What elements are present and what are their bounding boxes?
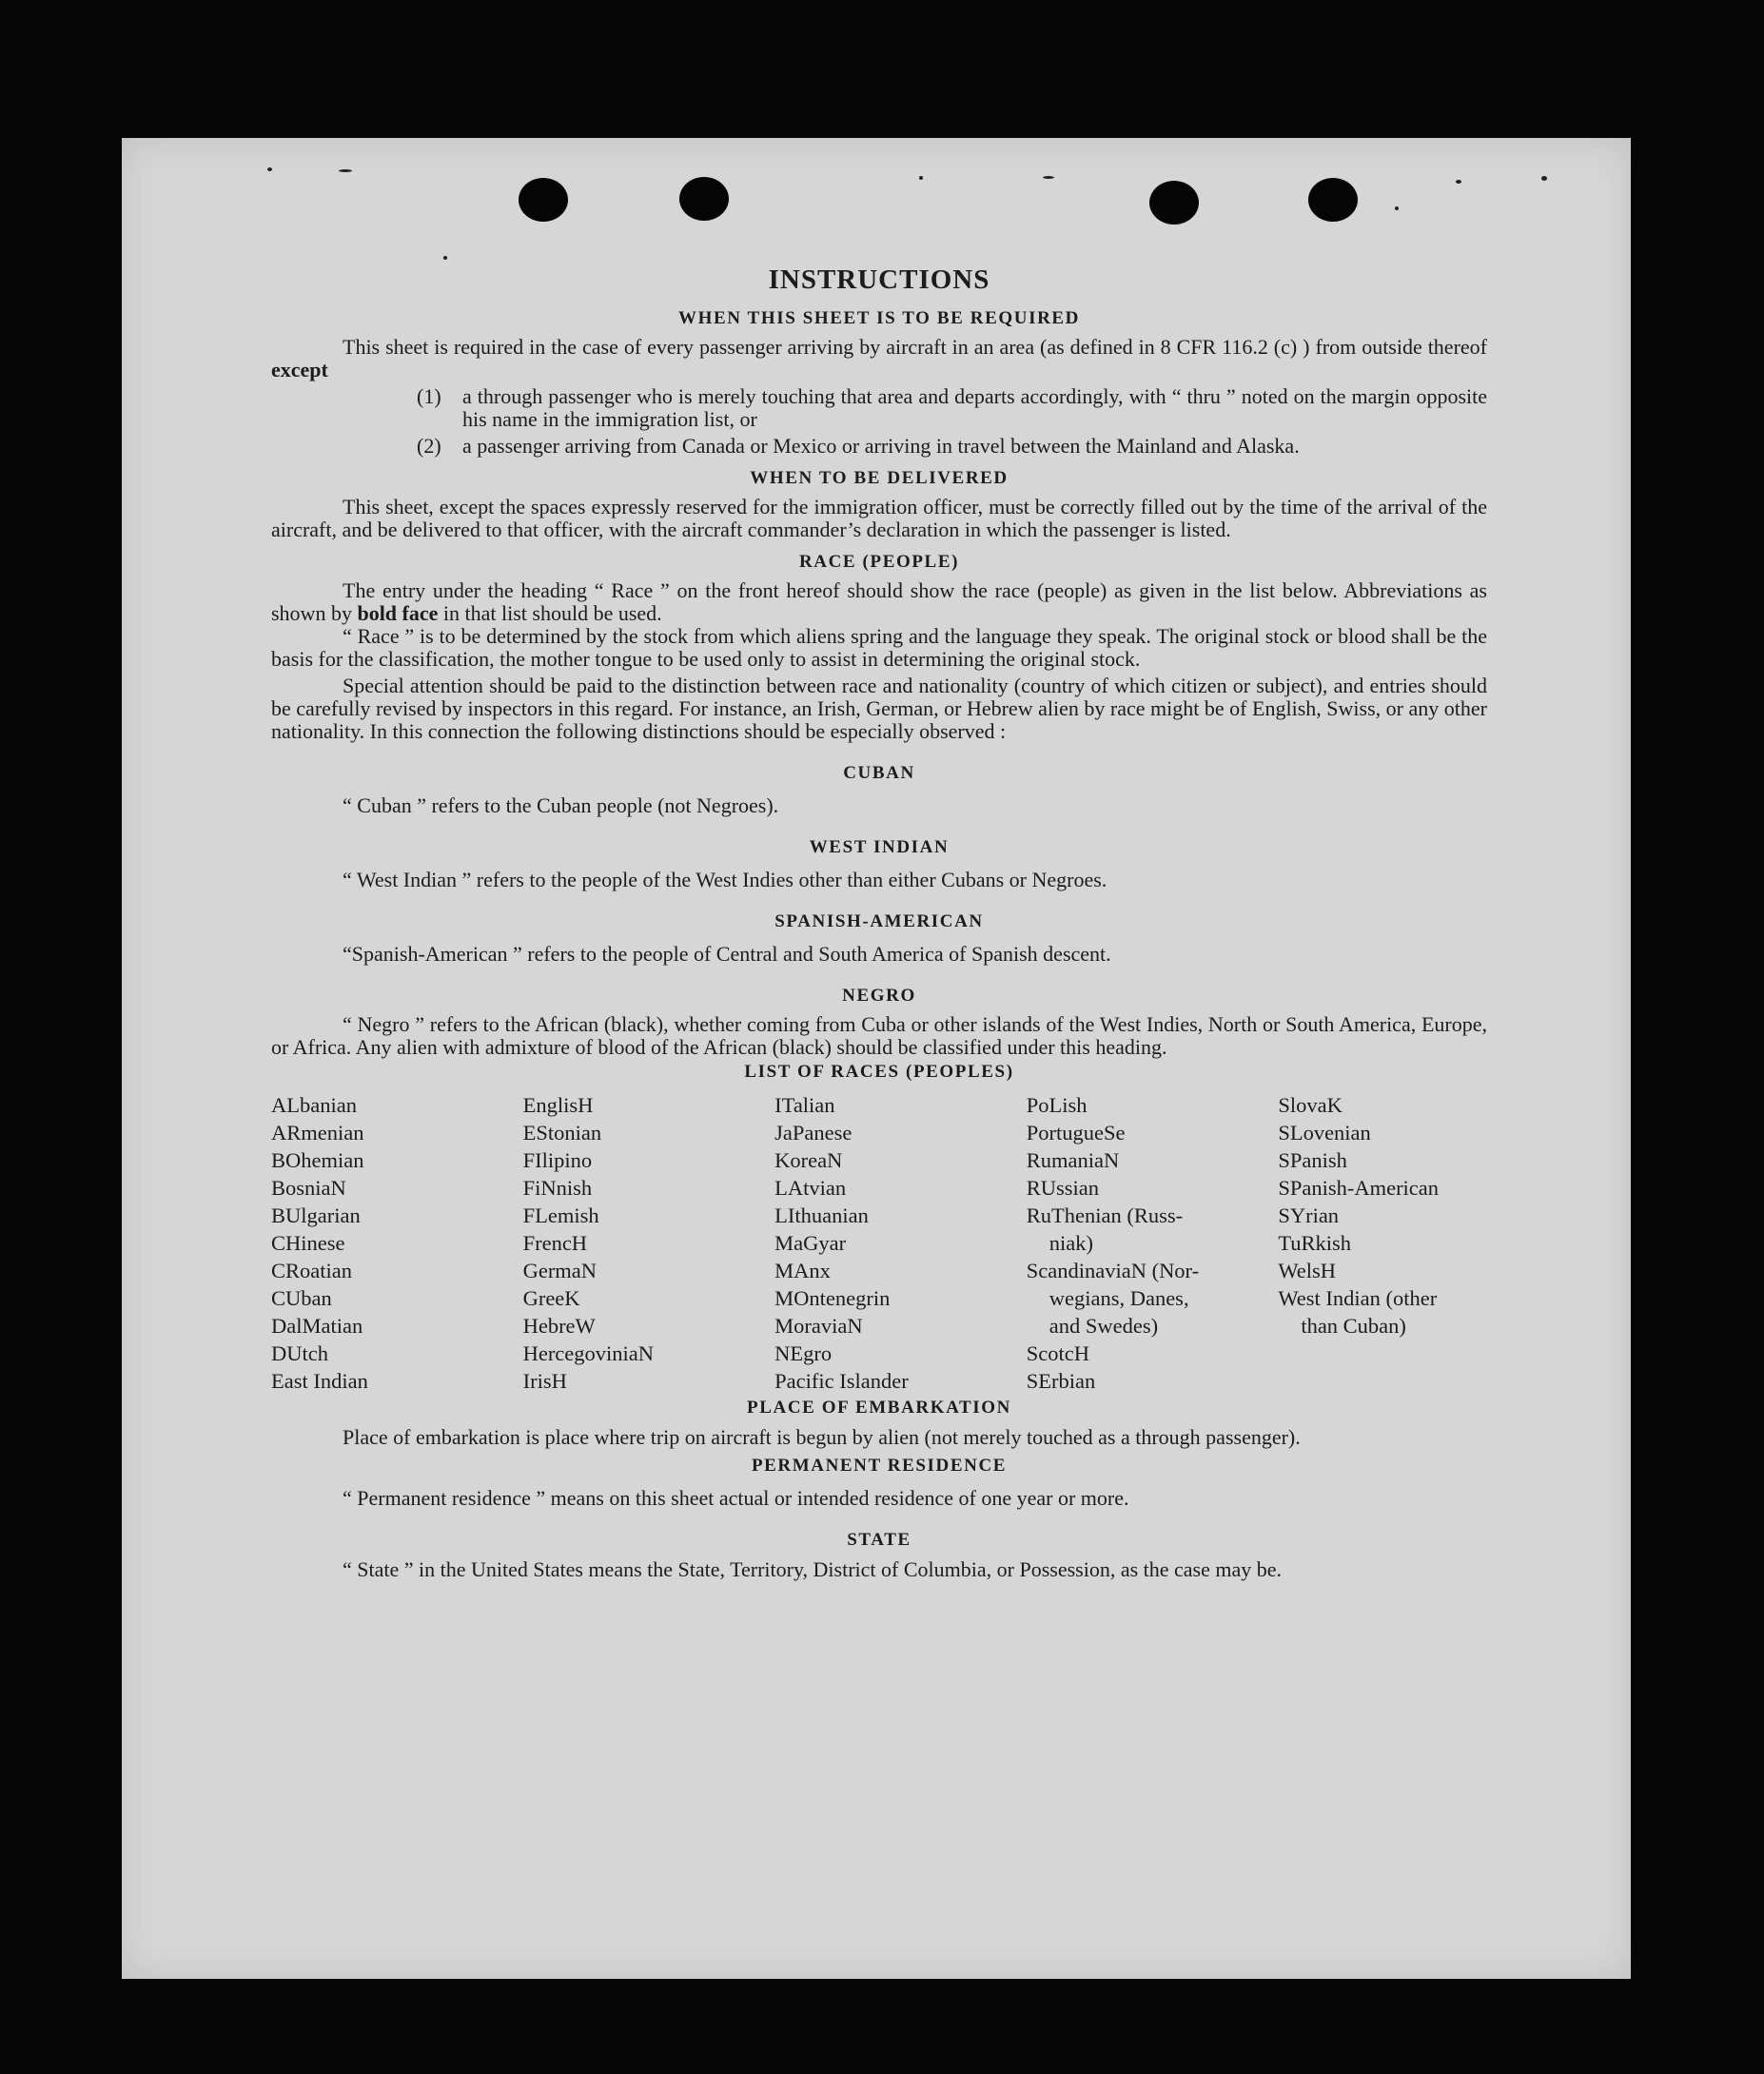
race-paragraph-3: Special attention should be paid to the distinction between race and nationality (country of which citizen or subject), and entries should be carefully revised by inspectors in this regard. For instance, an Irish, German, or Hebrew alien by race might be of English, Swiss, or any other nationality. In this connection the following distinctions should be especially observed :: [271, 674, 1487, 743]
race-paragraph-1: [271, 579, 1487, 625]
race-entry: KoreaN: [774, 1148, 843, 1172]
required-intro-text: This sheet is required in the case of every passenger arriving by aircraft in an area (as defined in 8 CFR 116.2 (c) ) from outside thereof: [343, 335, 1487, 359]
exception-item: [417, 435, 1487, 458]
heading-list-of-races: LIST OF RACES (PEOPLES): [744, 1062, 1014, 1082]
required-intro-except: except: [271, 358, 328, 382]
negro-text: “ Negro ” refers to the African (black), whether coming from Cuba or other islands of the West Indies, North or South America, Europe, or Africa. Any alien with admixture of blood of the African (black) should be classified under this heading.: [271, 1012, 1487, 1059]
race-entry: RuThenian (Russ-: [1026, 1203, 1184, 1227]
page-title: INSTRUCTIONS: [768, 264, 990, 295]
race-entry: SYrian: [1278, 1203, 1340, 1227]
heading-embarkation: PLACE OF EMBARKATION: [747, 1398, 1011, 1418]
race-entry: SPanish-American: [1278, 1176, 1440, 1200]
race-entry: MOntenegrin: [774, 1286, 891, 1310]
race-entry: PortugueSe: [1026, 1121, 1126, 1145]
race-entry: SPanish: [1278, 1148, 1347, 1172]
heading-when-delivered: WHEN TO BE DELIVERED: [750, 468, 1009, 488]
heading-state: STATE: [847, 1530, 911, 1550]
race-entry: TuRkish: [1278, 1231, 1352, 1255]
race-entry: PoLish: [1026, 1093, 1088, 1117]
race-entry: CHinese: [271, 1231, 345, 1255]
race-entry: FiNnish: [522, 1176, 593, 1200]
cuban-text: “ Cuban ” refers to the Cuban people (not Negroes).: [343, 793, 779, 817]
delivered-text: This sheet, except the spaces expressly reserved for the immigration officer, must be correctly filled out by the time of the arrival of the aircraft, and be delivered to that officer, with the aircraft commander’s declaration in which the passenger is listed.: [271, 495, 1487, 541]
race-paragraph-2: “ Race ” is to be determined by the stock from which aliens spring and the language they speak. The original stock or blood shall be the basis for the classification, the mother tongue to be used only to assist in determining the original stock.: [271, 624, 1487, 671]
punch-hole: [679, 177, 729, 221]
embarkation-text: Place of embarkation is place where trip on aircraft is begun by alien (not merely touched as a through passenger).: [343, 1425, 1301, 1449]
race-entry: FIlipino: [522, 1148, 593, 1172]
race-entry: West Indian (other: [1278, 1286, 1438, 1310]
heading-permanent-residence: PERMANENT RESIDENCE: [751, 1456, 1008, 1476]
dust-speck: [267, 167, 272, 171]
race-entry-continuation: than Cuban): [1301, 1314, 1406, 1338]
race-entry: FLemish: [522, 1203, 599, 1227]
item-number: (2): [417, 434, 441, 458]
race-entry: BUlgarian: [271, 1203, 361, 1227]
item-text: a through passenger who is merely touching that area and departs accordingly, with “ thru ” noted on the margin opposite his name in the immigration list, or: [462, 384, 1487, 431]
dust-speck: [1541, 176, 1547, 181]
races-list: [271, 1091, 1487, 1395]
race-entry-continuation: niak): [1049, 1231, 1093, 1255]
race-entry: FrencH: [522, 1231, 588, 1255]
heading-west-indian: WEST INDIAN: [809, 837, 950, 857]
race-entry: SlovaK: [1278, 1093, 1343, 1117]
races-column: [1278, 1091, 1487, 1395]
required-intro: [271, 336, 1487, 382]
item-number: (1): [417, 384, 441, 408]
heading-race: RACE (PEOPLE): [798, 552, 960, 572]
race-entry: EnglisH: [522, 1093, 594, 1117]
race-entry: JaPanese: [774, 1121, 853, 1145]
race-entry: GermaN: [522, 1259, 598, 1282]
race-entry: IrisH: [522, 1369, 567, 1393]
race-entry: SLovenian: [1278, 1121, 1371, 1145]
race-entry: SErbian: [1026, 1369, 1096, 1393]
race-entry: ALbanian: [271, 1093, 357, 1117]
instructions-content: [271, 264, 1487, 1585]
race-entry: EStonian: [522, 1121, 602, 1145]
race-entry: HercegoviniaN: [522, 1341, 655, 1365]
race-p1-end: in that list should be used.: [442, 601, 662, 625]
dust-speck: [1456, 180, 1461, 184]
dust-speck: [1043, 176, 1054, 179]
residence-text: “ Permanent residence ” means on this sheet actual or intended residence of one year or more.: [343, 1486, 1129, 1510]
race-entry: LAtvian: [774, 1176, 847, 1200]
instruction-sheet: [122, 138, 1631, 1979]
item-text: a passenger arriving from Canada or Mexico or arriving in travel between the Mainland and Alaska.: [462, 434, 1300, 458]
spanish-american-text: “Spanish-American ” refers to the people of Central and South America of Spanish descent.: [343, 942, 1111, 966]
race-entry: ARmenian: [271, 1121, 364, 1145]
race-entry: BOhemian: [271, 1148, 364, 1172]
race-entry-continuation: wegians, Danes,: [1049, 1286, 1189, 1310]
races-column: [774, 1091, 1027, 1395]
race-entry: ScotcH: [1026, 1341, 1089, 1365]
race-entry: DUtch: [271, 1341, 328, 1365]
dust-speck: [339, 169, 352, 172]
race-entry: RUssian: [1026, 1176, 1099, 1200]
race-entry: HebreW: [522, 1314, 596, 1338]
race-entry: CUban: [271, 1286, 332, 1310]
race-entry: Pacific Islander: [774, 1369, 909, 1393]
race-p1-bold: bold face: [357, 601, 439, 625]
race-p1-start: The entry under the heading “ Race ” on the front hereof should show the race (people) as given in the list below. Abbreviations as shown by: [271, 578, 1487, 625]
punch-hole: [1308, 178, 1358, 222]
race-entry: MoraviaN: [774, 1314, 863, 1338]
race-entry: NEgro: [774, 1341, 833, 1365]
race-entry-continuation: and Swedes): [1049, 1314, 1159, 1338]
race-entry: GreeK: [522, 1286, 580, 1310]
heading-when-required: WHEN THIS SHEET IS TO BE REQUIRED: [677, 308, 1081, 328]
dust-speck: [919, 176, 923, 180]
race-entry: LIthuanian: [774, 1203, 869, 1227]
heading-negro: NEGRO: [842, 986, 916, 1006]
races-column: [1027, 1091, 1279, 1395]
race-entry: ScandinaviaN (Nor-: [1026, 1259, 1200, 1282]
punch-hole: [519, 178, 568, 222]
race-entry: DalMatian: [271, 1314, 363, 1338]
dust-speck: [443, 256, 447, 260]
race-entry: WelsH: [1278, 1259, 1336, 1282]
race-entry: ITalian: [774, 1093, 835, 1117]
heading-spanish-american: SPANISH-AMERICAN: [774, 911, 984, 931]
race-entry: East Indian: [271, 1369, 368, 1393]
west-indian-text: “ West Indian ” refers to the people of the West Indies other than either Cubans or Negroes.: [343, 868, 1107, 891]
state-text: “ State ” in the United States means the State, Territory, District of Columbia, or Possession, as the case may be.: [343, 1557, 1283, 1581]
exception-item: [417, 385, 1487, 431]
races-column: [271, 1091, 523, 1395]
heading-cuban: CUBAN: [843, 763, 915, 783]
dust-speck: [1395, 206, 1399, 210]
race-entry: MaGyar: [774, 1231, 847, 1255]
races-column: [523, 1091, 775, 1395]
race-entry: MAnx: [774, 1259, 831, 1282]
race-entry: CRoatian: [271, 1259, 352, 1282]
race-entry: BosniaN: [271, 1176, 346, 1200]
race-entry: RumaniaN: [1026, 1148, 1120, 1172]
punch-hole: [1149, 181, 1199, 225]
